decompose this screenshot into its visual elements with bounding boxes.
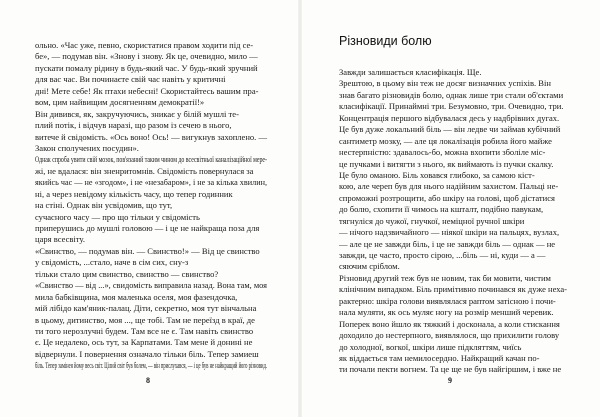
text-line: завжди, це часто, просто сірою, ...біль — ні, куди — а — [339, 250, 546, 260]
text-line: сяючим сріблом. [339, 261, 400, 272]
text-line: Закон сполучених посудин». [35, 142, 139, 153]
text-line: Поперек воно йшло як тяжкий і досконала, а коли стискання [339, 318, 560, 329]
text-line: вом, цим найвищим досягненням демократії!» [35, 97, 205, 108]
text-line: до болю, схопити її чимось на кшталт, подібно павукам, [339, 204, 544, 215]
text-line: клінічним випадком. Біль примітивно починався як дуже неха- [339, 284, 567, 295]
right-page-number: 9 [448, 376, 452, 385]
text-line: ольно. «Час уже, певно, скористатися правом ходити під се- [35, 40, 254, 50]
text-line: дні! Мете себе! Як птахи небесні! Скористайтесь вашим пра- [35, 85, 259, 96]
text-line: для вас час. Ви починаєте свій час навіть у критичні [35, 74, 226, 85]
text-line: Зрештою, в цьому він теж не досяг визначних успіхів. Він [339, 78, 551, 89]
text-line: витече й свідомість. «Ось воно! Ось! — вигукнув захоплено. — [35, 131, 267, 142]
left-page-number: 8 [146, 376, 150, 385]
text-line: ні, а через невідому кількість часу, що тепер годинник [35, 188, 233, 199]
text-line: знав багато різновидів болю, однак лише три стали об'єктами [339, 89, 564, 100]
text-line: Концентрація першого відбувалася десь у надбрівних дугах. [339, 112, 560, 123]
text-line: Завжди залишається класифікація. Ще. [339, 67, 482, 77]
text-line: відвернули. І повернення означало тільки біль. Тепер замиеш [35, 348, 259, 359]
text-line: це пучками і витягти з нього, як виймають із пучки скалку. [339, 158, 554, 169]
text-line: рактерно: шкіра голови виявлялася раптом затісною і почи- [339, 295, 556, 306]
text-line: мій лібідо кам'яник-палац. Діти, секретно, моя тут вінчальна [35, 303, 257, 314]
text-line: жі, не вдалася: він зненритомнів. Свідомість повернулася за [35, 165, 254, 176]
text-line: царя всесвіту. [35, 234, 85, 245]
text-line: Це було оманою. Біль ховався глибоко, за самою кіст- [339, 169, 535, 180]
text-line: класифікації. Принаймні три. Безумовно, три. Очевидно, три. [339, 101, 564, 112]
text-line: спроможні розтрощити, або шкіру на голові, щоб дістатися [339, 192, 555, 203]
text-line: — нічого надзвичайного — ніякої шкіри на пальцях, вузлах, [339, 227, 560, 238]
right-page [300, 0, 600, 417]
text-line: у свідомість, ...стало, наче в сім сих, сну-з [35, 257, 189, 268]
text-line: Це був дуже локальний біль — він ледве чи займав кубічний [339, 124, 561, 135]
text-line: кою, але череп був для нього надійним захистом. Пальці не- [339, 181, 559, 192]
text-line: «Свинство — від ...», свидомість виправила назад. Вона там, моя [35, 280, 267, 291]
text-line: Різновид другий теж був не новим, так би мовити, чистим [339, 272, 551, 283]
text-line: тягнуліся до чужої, гнучкої, неміцної ручної шкіри [339, 215, 525, 226]
text-line: сантиметр мозку, — але ця локалізація робила його майже [339, 135, 552, 146]
text-line: якийсь час — не «згодом», і не «незабаром», і не за кілька хвилин, [35, 177, 267, 188]
text-line: є. Це недалеко, ось тут, за Карпатами. Там мене й донині не [35, 337, 253, 348]
text-line: — але це не завжди біль, і це не завжди біль — однак — не [339, 238, 556, 249]
text-line: нала муляти, як ось муляє ногу на розмір менший черевик. [339, 307, 554, 318]
text-line: Однак спроба увити свій мозок, пов'язаний таким чином до всесвітньої каналізаційної мере- [35, 154, 267, 165]
text-line: приперушись до мушлі головою — і це не найкраща поза для [35, 223, 260, 233]
text-line: до холодної, вогкої, шкіри лише підкляттям, чиїсь [339, 341, 522, 352]
text-line: на стіні. Однак він усвідомив, що тут, [35, 200, 173, 211]
text-line: біль. Тепер замінея йому весь світ. Цілий світ був болем, — він прислухався, — і це був не найкращий його різновид. [35, 360, 267, 371]
text-line: тільки стало цим свинство, свинство — свинство? [35, 268, 219, 279]
right-page-text [339, 67, 568, 376]
text-line: плий потік, і відчув наразі, що разом із сечею в нього, [35, 120, 232, 131]
text-line: як віддається там немилосердно. Найкращий качан по- [339, 352, 540, 363]
text-line: ти того нерозлучні будем. Там все не є. Там навіть свинство [35, 325, 254, 336]
text-line: в цьому, дитинство, моя ..., ще тобі. Там не переїзд в краї, де [35, 314, 255, 325]
text-line: сучасного часу — про що тільки у свідомість [35, 211, 200, 222]
text-line: пускати помалу рідину в будь-який час. У будь-який зручний [35, 62, 258, 73]
chapter-title: Різновиди болю [339, 34, 432, 48]
text-line: Він дивився, як, закручуючись, зникає у білій мушлі те- [35, 108, 239, 119]
text-line: доходило до нестерпного, виявлялося, що прихилити голову [339, 330, 560, 341]
text-line: нестерпністю: здавалось-бо, можна вхопити зболіле міс- [339, 147, 546, 158]
text-line: «Свинство, — подумав він. — Свинство!» — Від це свинство [35, 245, 260, 256]
text-line: мила бабківщина, моя маленька оселя, моя фазендочка, [35, 291, 238, 302]
text-line: бе», — подумав він. «Знову і знову. Як це, очевидно, мило — [35, 51, 258, 62]
text-line: ти почали пекти вогнем. Та це ще не був найгіршим, і вже не [339, 364, 562, 375]
